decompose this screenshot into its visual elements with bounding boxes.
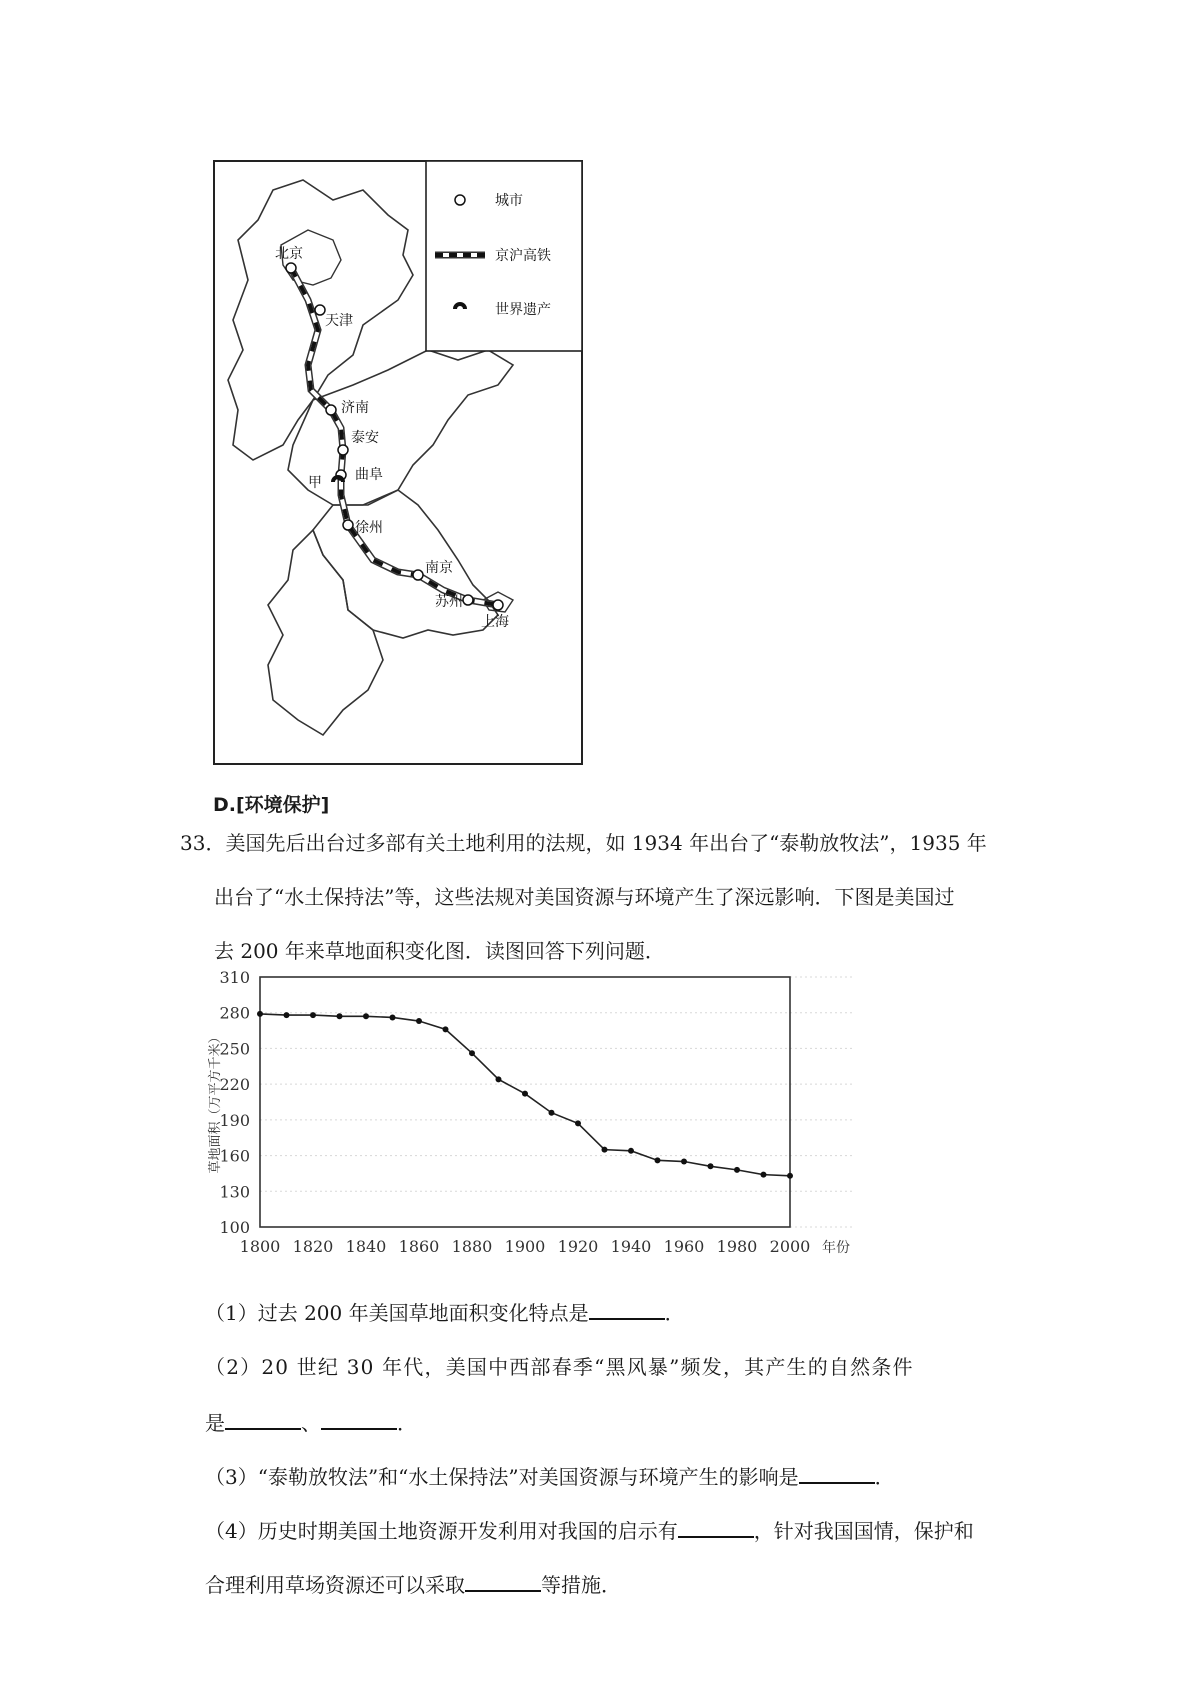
data-point: [469, 1050, 475, 1056]
x-tick-label: 1980: [716, 1237, 758, 1256]
subquestion-2-sep: 、: [301, 1411, 321, 1435]
subquestion-4-mid: ，针对我国国情，保护和: [753, 1519, 974, 1543]
city-nanjing-label: 南京: [425, 560, 453, 576]
grassland-area-chart: [205, 962, 855, 1282]
city-beijing-label: 北京: [275, 246, 303, 262]
y-tick-label: 280: [219, 1003, 250, 1023]
city-tianjin-label: 天津: [325, 313, 353, 329]
city-taian-marker: [338, 445, 348, 455]
x-tick-label: 1940: [610, 1237, 652, 1256]
x-tick-label: 1900: [504, 1237, 546, 1256]
y-tick-label: 100: [219, 1218, 250, 1237]
answer-blank-3[interactable]: [799, 1460, 875, 1484]
y-tick-label: 190: [219, 1110, 250, 1130]
data-point: [284, 1012, 290, 1018]
question-33: [180, 816, 1030, 978]
section-label: D.[环境保护]: [213, 794, 330, 816]
city-tianjin-marker: [315, 305, 325, 315]
city-suzhou-label: 苏州: [435, 594, 463, 610]
x-tick-label: 1880: [451, 1237, 493, 1256]
data-point: [708, 1163, 714, 1169]
data-point: [575, 1120, 581, 1126]
data-point: [761, 1172, 767, 1178]
question-33-text1: 美国先后出台过多部有关土地利用的法规，如 1934 年出台了“泰勒放牧法”，1935 年: [225, 831, 987, 855]
legend-city-label: 城市: [495, 193, 523, 209]
subquestion-2-line2: [205, 1406, 1035, 1438]
city-shanghai-marker: [493, 600, 503, 610]
subquestion-4: [205, 1514, 1035, 1546]
legend-city-icon: [455, 195, 465, 205]
subquestion-2: [205, 1352, 1035, 1382]
subquestion-3-text: （3）“泰勒放牧法”和“水土保持法”对美国资源与环境产生的影响是: [205, 1465, 799, 1489]
subquestion-4-line2: [205, 1568, 1035, 1600]
data-point: [257, 1011, 263, 1017]
legend-heritage-label: 世界遗产: [495, 302, 551, 318]
x-tick-label: 1840: [345, 1237, 387, 1256]
data-point: [522, 1091, 528, 1097]
data-point: [681, 1159, 687, 1165]
answer-blank-2a[interactable]: [225, 1406, 301, 1430]
subquestion-4-end: 等措施．: [541, 1573, 621, 1597]
x-axis-label: 年份: [822, 1240, 850, 1256]
subquestion-2-end: ．: [397, 1411, 417, 1435]
answer-blank-4a[interactable]: [678, 1514, 754, 1538]
data-point: [787, 1173, 793, 1179]
y-tick-label: 310: [219, 968, 250, 987]
subquestion-3: [205, 1460, 1035, 1492]
map-legend: [426, 161, 582, 351]
data-point: [655, 1157, 661, 1163]
subquestion-1-text: （1）过去 200 年美国草地面积变化特点是: [205, 1301, 589, 1325]
data-point: [549, 1110, 555, 1116]
data-point: [628, 1148, 634, 1154]
city-nanjing-marker: [413, 570, 423, 580]
subquestion-3-end: ．: [874, 1465, 895, 1489]
subquestion-1-end: ．: [664, 1301, 685, 1325]
subquestion-4-text: （4）历史时期美国土地资源开发利用对我国的启示有: [205, 1519, 678, 1543]
y-tick-label: 130: [219, 1182, 250, 1202]
x-tick-label: 1860: [398, 1237, 440, 1256]
subquestion-4-line2-text: 合理利用草场资源还可以采取: [205, 1573, 465, 1597]
data-point: [443, 1026, 449, 1032]
city-shanghai-label: 上海: [481, 614, 509, 630]
city-taian-label: 泰安: [351, 430, 379, 446]
legend-railway-label: 京沪高铁: [495, 248, 551, 264]
data-point: [390, 1014, 396, 1020]
city-beijing-marker: [286, 263, 296, 273]
question-number: 33．: [180, 831, 226, 855]
x-tick-label: 1960: [663, 1237, 705, 1256]
subquestion-1: [205, 1296, 1035, 1328]
question-33-line3: 去 200 年来草地面积变化图．读图回答下列问题．: [214, 939, 665, 963]
data-point: [337, 1013, 343, 1019]
city-xuzhou-marker: [343, 520, 353, 530]
x-tick-label: 1800: [239, 1237, 281, 1256]
data-point: [602, 1147, 608, 1153]
question-33-line1: [180, 816, 1030, 870]
data-point: [416, 1018, 422, 1024]
data-point: [734, 1167, 740, 1173]
city-suzhou-marker: [463, 595, 473, 605]
heritage-label: 甲: [308, 475, 322, 491]
city-jinan-label: 济南: [341, 400, 369, 416]
answer-blank-1[interactable]: [589, 1296, 665, 1320]
y-axis-label: 草地面积（万平方千米）: [208, 1030, 223, 1174]
question-33-line2: 出台了“水土保持法”等，这些法规对美国资源与环境产生了深远影响．下图是美国过: [214, 885, 955, 909]
data-point: [310, 1012, 316, 1018]
subquestion-2-line2-text: 是: [205, 1411, 225, 1435]
data-point: [496, 1076, 502, 1082]
city-jinan-marker: [326, 405, 336, 415]
data-point: [363, 1013, 369, 1019]
subquestion-2-text: （2）20 世纪 30 年代，美国中西部春季“黑风暴”频发，其产生的自然条件: [205, 1355, 914, 1379]
x-tick-label: 1920: [557, 1237, 599, 1256]
city-qufu-label: 曲阜: [355, 467, 383, 483]
y-tick-label: 220: [219, 1075, 250, 1095]
x-tick-label: 2000: [769, 1237, 811, 1256]
answer-blank-4b[interactable]: [465, 1568, 541, 1592]
y-tick-label: 250: [219, 1039, 250, 1059]
y-tick-label: 160: [219, 1146, 250, 1166]
city-xuzhou-label: 徐州: [355, 520, 383, 536]
railway-map: [213, 160, 583, 765]
answer-blank-2b[interactable]: [321, 1406, 397, 1430]
x-tick-label: 1820: [292, 1237, 334, 1256]
